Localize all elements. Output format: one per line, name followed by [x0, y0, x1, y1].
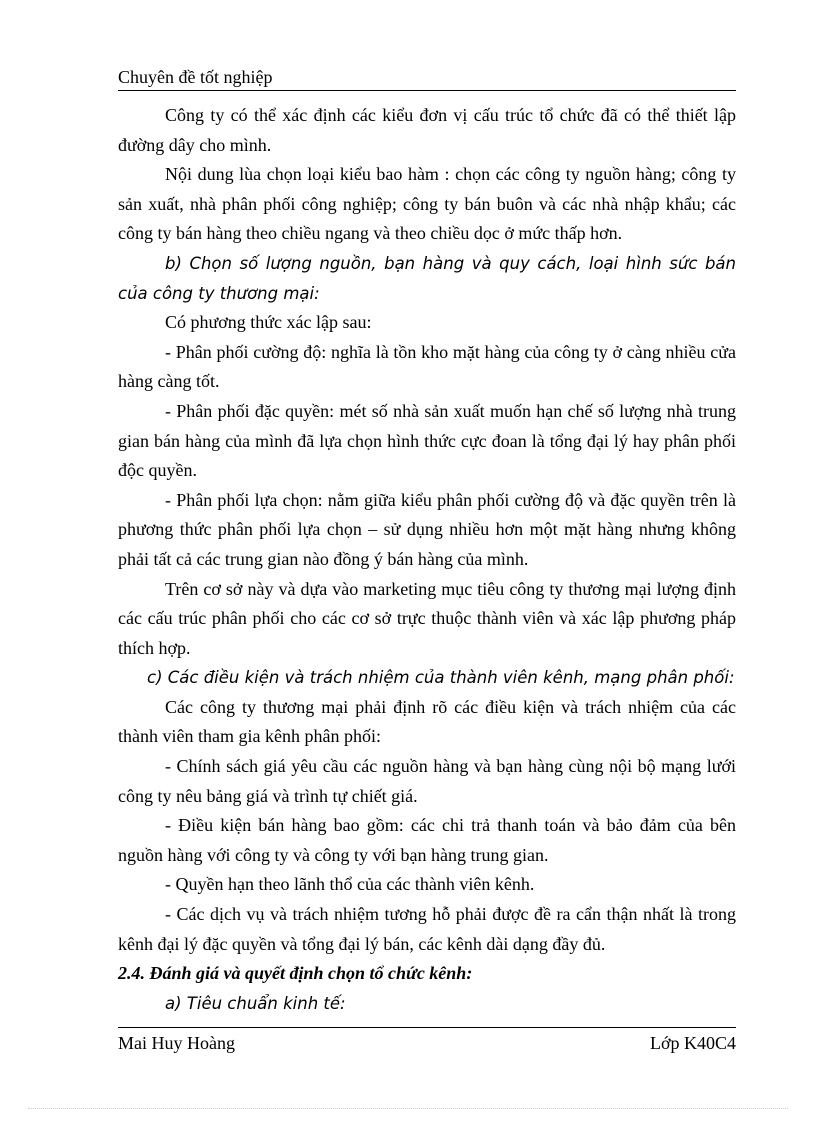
footer-author: Mai Huy Hoàng	[118, 1033, 235, 1053]
list-item: - Điều kiện bán hàng bao gồm: các chi trả thanh toán và bảo đảm của bên nguồn hàng với công ty và công ty với bạn hàng trung gian.	[118, 815, 736, 865]
section-heading: 2.4. Đánh giá và quyết định chọn tổ chức kênh:	[118, 963, 473, 984]
paragraph: Trên cơ sở này và dựa vào marketing mục tiêu công ty thương mại lượng định các cấu trúc phân phối cho các cơ sở trực thuộc thành viên và xác lập phương pháp thích hợp.	[118, 578, 736, 658]
list-item: - Phân phối cường độ: nghĩa là tồn kho mặt hàng của công ty ở càng nhiều cửa hàng càng tốt.	[118, 341, 736, 392]
page-footer	[118, 1032, 736, 1054]
subheading-a: a) Tiêu chuẩn kinh tế:	[165, 993, 346, 1013]
page-header: Chuyên đề tốt nghiệp	[118, 67, 273, 87]
subheading-c: c) Các điều kiện và trách nhiệm của thành viên kênh, mạng phân phối:	[147, 668, 735, 688]
subheading-b: b) Chọn số lượng nguồn, bạn hàng và quy cách, loại hình sức bán của công ty thương mại:	[118, 253, 736, 303]
header-divider	[118, 90, 736, 91]
paragraph: Công ty có thể xác định các kiểu đơn vị cấu trúc tổ chức đã có thể thiết lập đường dây cho mình.	[118, 105, 736, 155]
paragraph: Nội dung lùa chọn loại kiểu bao hàm : chọn các công ty nguồn hàng; công ty sản xuất, nhà phân phối công nghiệp; công ty bán buôn và các nhà nhập khẩu; các công ty bán hàng theo chiều ngang và theo chiều dọc ở mức thấp hơn.	[118, 164, 736, 244]
list-item: - Phân phối lựa chọn: nằm giữa kiểu phân phối cường độ và đặc quyền trên là phương thức phân phối lựa chọn – sử dụng nhiều hơn một mặt hàng nhưng không phải tất cả các trung gian nào đồng ý bán hàng của mình.	[118, 489, 736, 569]
footer-class: Lớp K40C4	[649, 1033, 736, 1053]
paragraph: Các công ty thương mại phải định rõ các điều kiện và trách nhiệm của các thành viên tham gia kênh phân phối:	[118, 696, 736, 747]
paragraph: Có phương thức xác lập sau:	[165, 312, 372, 333]
document-body	[118, 101, 736, 1018]
list-item: - Quyền hạn theo lãnh thổ của các thành viên kênh.	[165, 874, 535, 895]
list-item: - Các dịch vụ và trách nhiệm tương hỗ phải được đề ra cẩn thận nhất là trong kênh đại lý đặc quyền và tổng đại lý bán, các kênh dài dạng đầy đủ.	[118, 904, 736, 954]
footer-divider	[118, 1027, 736, 1028]
page-edge-dots	[28, 1108, 788, 1109]
list-item: - Phân phối đặc quyền: mét số nhà sản xuất muốn hạn chế số lượng nhà trung gian bán hàng của mình đã lựa chọn hình thức cực đoan là tổng đại lý hay phân phối độc quyền.	[118, 400, 736, 481]
list-item: - Chính sách giá yêu cầu các nguồn hàng và bạn hàng cùng nội bộ mạng lưới công ty nêu bảng giá và trình tự chiết giá.	[118, 756, 736, 806]
